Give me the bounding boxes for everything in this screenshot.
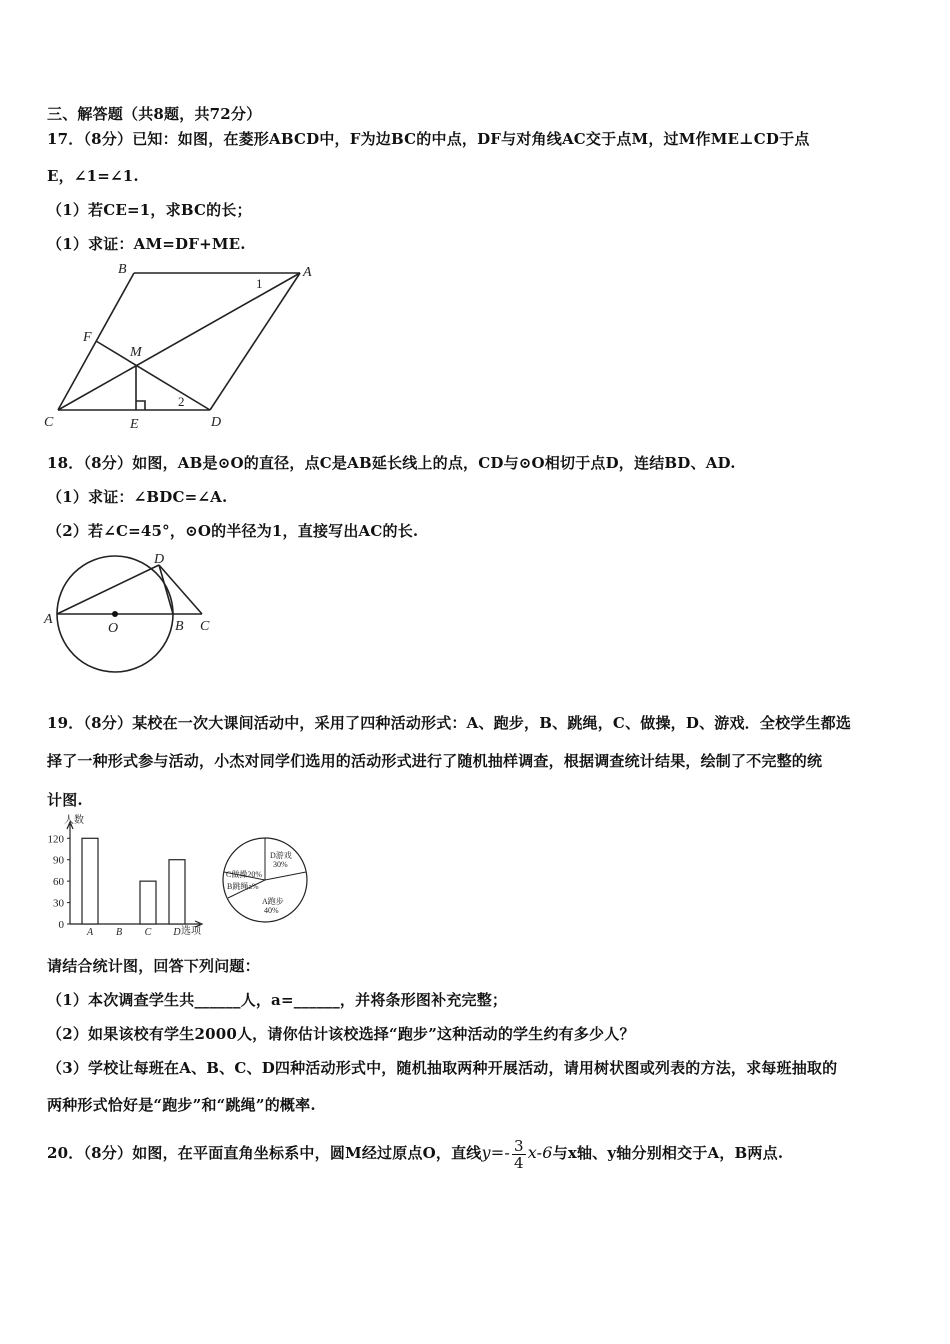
q18-stem: 18．（8分）如图，AB是⊙O的直径，点C是AB延长线上的点，CD与⊙O相切于点D，连结BD、AD. bbox=[47, 454, 736, 472]
pie-chart bbox=[218, 836, 318, 926]
label-A: A bbox=[303, 265, 312, 280]
q19-stem-line1: 19．（8分）某校在一次大课间活动中，采用了四种活动形式：A、跑步，B、跳绳，C、做操，D、游戏．全校学生都选 bbox=[47, 714, 852, 732]
x-axis-label: 选项 bbox=[181, 926, 201, 937]
rhombus-figure bbox=[38, 260, 318, 435]
pie-label-C: C做操20% bbox=[226, 870, 262, 879]
diagonal-AC bbox=[58, 273, 300, 410]
q20-stem bbox=[47, 1136, 783, 1171]
fraction-numerator: 3 bbox=[513, 1136, 524, 1155]
fraction-denominator: 4 bbox=[513, 1153, 524, 1172]
eq-rest: x-6 bbox=[527, 1143, 553, 1162]
x-tick-label-C: C bbox=[144, 927, 152, 938]
y-tick-label: 30 bbox=[53, 897, 64, 910]
label-F: F bbox=[83, 330, 92, 345]
rhombus-side-AD bbox=[210, 273, 300, 410]
q18-part1: （1）求证：∠BDC=∠A. bbox=[47, 488, 228, 506]
label-C: C bbox=[200, 619, 210, 634]
label-M: M bbox=[130, 345, 142, 360]
q19-part3-line1: （3）学校让每班在A、B、C、D四种活动形式中，随机抽取两种开展活动，请用树状图或列表的方法，求每班抽取的 bbox=[47, 1059, 838, 1077]
q17-part2: （1）求证：AM=DF+ME. bbox=[47, 235, 246, 253]
label-E: E bbox=[130, 417, 139, 432]
q20-prefix: 20．（8分）如图，在平面直角坐标系中，圆M经过原点O，直线 bbox=[47, 1144, 482, 1162]
angle-label-2: 2 bbox=[178, 394, 185, 409]
x-tick-label-D: D bbox=[173, 927, 181, 938]
y-tick-label: 60 bbox=[53, 876, 64, 889]
pie-label-B: B跳绳a% bbox=[227, 882, 259, 891]
label-D: D bbox=[154, 552, 165, 567]
pie-value-A: 40% bbox=[264, 906, 279, 915]
chord-AD bbox=[57, 565, 159, 614]
pie-label-D: D游戏 bbox=[270, 851, 292, 860]
bar-chart bbox=[40, 812, 215, 940]
center-dot bbox=[112, 611, 118, 617]
label-B: B bbox=[118, 262, 127, 277]
x-tick-label-B: B bbox=[115, 927, 123, 938]
eq-equals-minus: =- bbox=[490, 1143, 510, 1162]
segment-FD bbox=[96, 341, 210, 410]
y-axis-label: 人数 bbox=[64, 815, 84, 826]
label-A: A bbox=[44, 612, 53, 627]
bar-C bbox=[140, 881, 156, 924]
x-tick-label-A: A bbox=[86, 927, 94, 938]
pie-label-A: A跑步 bbox=[262, 897, 284, 906]
circle-figure bbox=[40, 548, 225, 680]
q18-part2: （2）若∠C=45°，⊙O的半径为1，直接写出AC的长. bbox=[47, 522, 419, 540]
q19-stem-line2: 择了一种形式参与活动，小杰对同学们选用的活动形式进行了随机抽样调查，根据调查统计结果，绘制了不完整的统 bbox=[47, 752, 823, 770]
right-angle-mark bbox=[136, 401, 145, 410]
bar-D bbox=[169, 860, 185, 924]
eq-y: y bbox=[481, 1143, 491, 1162]
q19-stem-line3: 计图. bbox=[47, 791, 83, 809]
pie-value-D: 30% bbox=[273, 860, 288, 869]
pie-divider-right bbox=[265, 872, 306, 880]
q19-part1: （1）本次调查学生共______人，a=______，并将条形图补充完整； bbox=[47, 991, 508, 1009]
q19-prompt: 请结合统计图，回答下列问题： bbox=[47, 957, 260, 975]
fraction-three-quarters bbox=[512, 1138, 526, 1171]
y-tick-label: 120 bbox=[47, 833, 64, 846]
y-tick-label: 90 bbox=[53, 854, 64, 867]
angle-label-1: 1 bbox=[256, 276, 263, 291]
bar-A bbox=[82, 838, 98, 924]
q17-stem-line1: 17．（8分）已知：如图，在菱形ABCD中，F为边BC的中点，DF与对角线AC交于点M，过M作ME⊥CD于点 bbox=[47, 130, 810, 148]
q17-part1: （1）若CE=1，求BC的长； bbox=[47, 201, 252, 219]
y-tick-label: 0 bbox=[58, 919, 64, 931]
label-B: B bbox=[175, 619, 184, 634]
q17-stem-line2: E，∠1=∠1. bbox=[47, 167, 139, 185]
label-C: C bbox=[44, 415, 54, 430]
q19-part2: （2）如果该校有学生2000人，请你估计该校选择“跑步”这种活动的学生约有多少人？ bbox=[47, 1025, 635, 1043]
q20-suffix: 与x轴、y轴分别相交于A，B两点. bbox=[552, 1144, 784, 1162]
section-title: 三、解答题（共8题，共72分） bbox=[47, 105, 262, 123]
label-D: D bbox=[211, 415, 222, 430]
q19-part3-line2: 两种形式恰好是“跑步”和“跳绳”的概率. bbox=[47, 1096, 316, 1114]
label-O: O bbox=[108, 621, 119, 636]
